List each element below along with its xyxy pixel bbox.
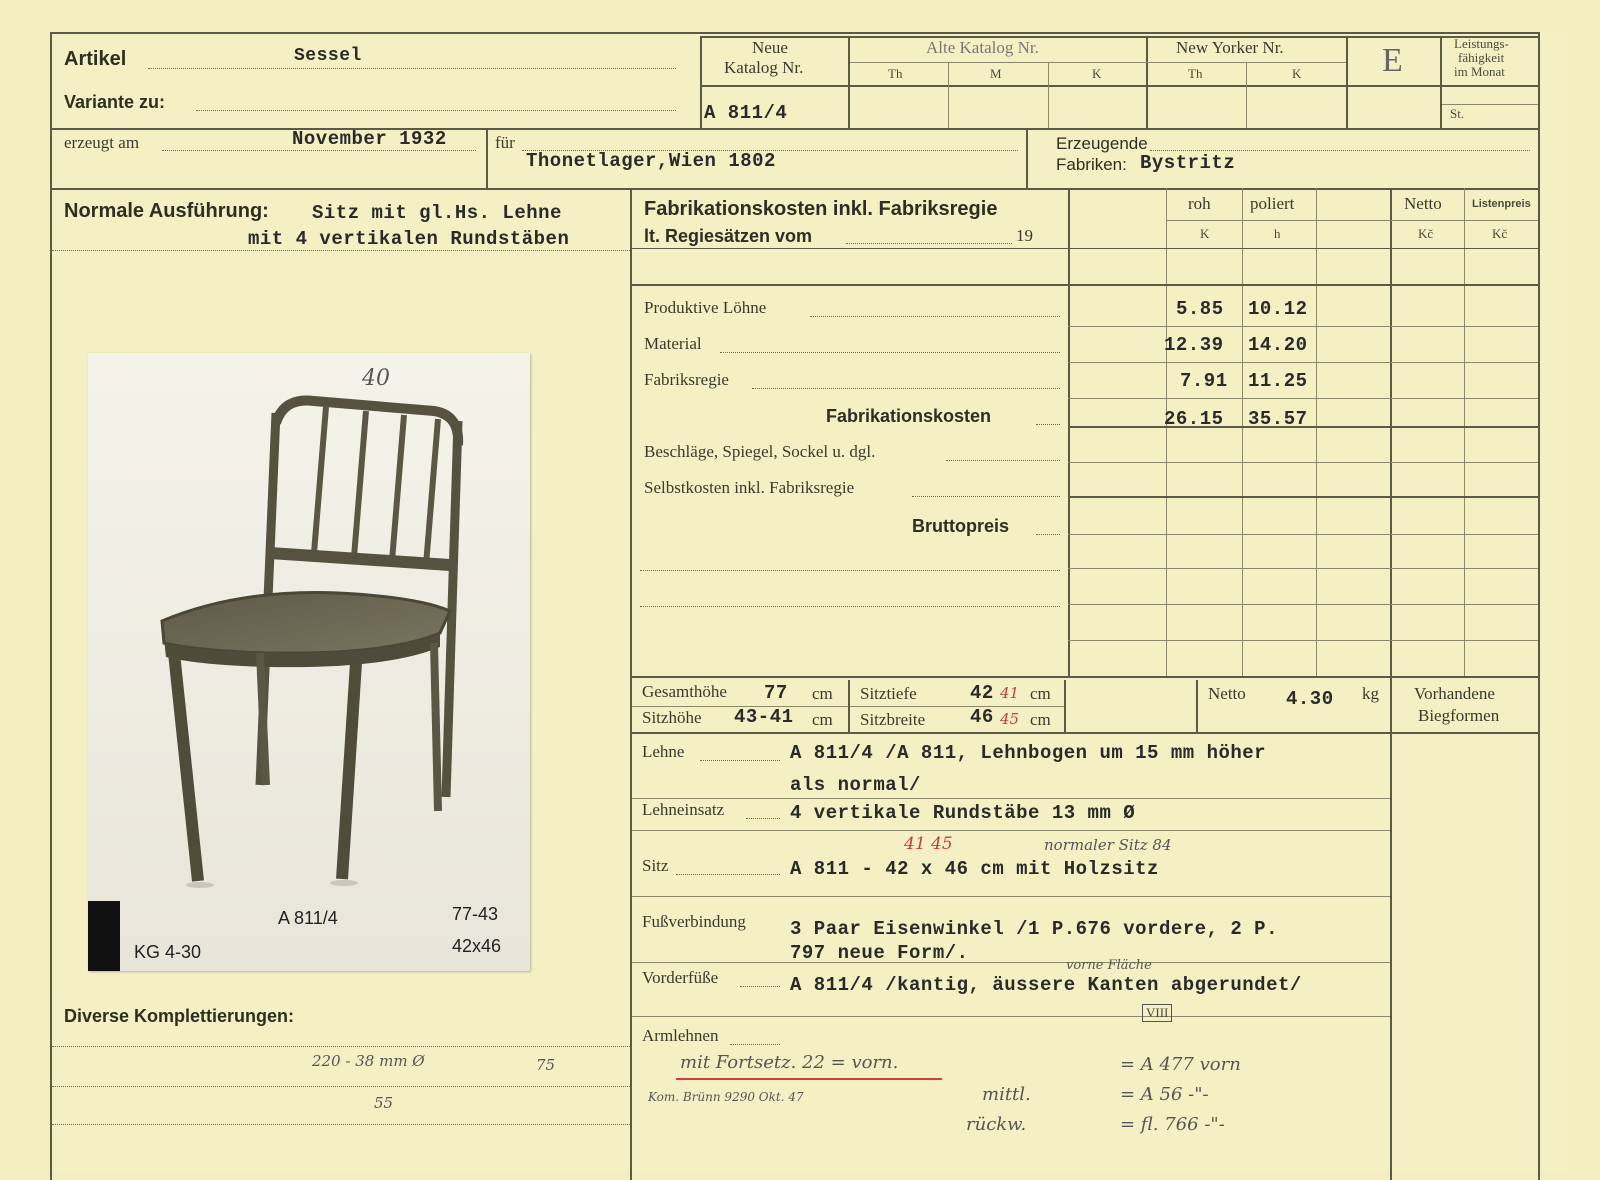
- cost-label-5: Selbstkosten inkl. Fabriksregie: [644, 478, 855, 497]
- gesamthoehe-label: Gesamthöhe: [642, 682, 727, 701]
- cost-roh-3: 26.15: [1164, 408, 1224, 430]
- hdr-v3: [1146, 36, 1148, 128]
- masse-h-top: [632, 676, 1538, 678]
- hdr-sub-h: [850, 62, 1346, 63]
- sitzhoehe-cm: cm: [812, 710, 833, 729]
- ausfuehrung-dots: [52, 250, 630, 251]
- photo-dim-1: 77-43: [452, 904, 499, 924]
- hdr-sub-v3: [1246, 62, 1247, 128]
- kosten-title: Fabrikationskosten inkl. Fabriksregie: [644, 198, 998, 220]
- cost-label-0: Produktive Löhne: [644, 298, 767, 317]
- ausfuehrung-line-1: Sitz mit gl.Hs. Lehne: [312, 202, 562, 224]
- biegformen-1: Vorhandene: [1414, 684, 1495, 703]
- left-col-divider: [630, 188, 632, 1180]
- arm-hand-3a: rückw.: [966, 1114, 1027, 1135]
- sitztiefe-value: 42: [970, 682, 994, 704]
- ausfuehrung-label: Normale Ausführung:: [64, 200, 269, 222]
- hdr-h1: [700, 36, 1540, 38]
- leistung-1: Leistungs-: [1454, 36, 1509, 51]
- col-roh: roh: [1188, 194, 1211, 213]
- cost-dots-8: [640, 606, 1060, 607]
- leistung-3: im Monat: [1454, 64, 1505, 79]
- unit-k: K: [1200, 226, 1210, 241]
- alte-sub-m: M: [990, 66, 1002, 81]
- sitzbreite-alt: 45: [1000, 710, 1020, 728]
- arm-hand-2c: = A 56 -"-: [1120, 1084, 1209, 1105]
- lehne-label: Lehne: [642, 742, 685, 761]
- vorderfuesse-hand: vorne Fläche: [1066, 958, 1152, 973]
- row-divider-1: [50, 128, 1540, 130]
- frame-left: [50, 32, 52, 1180]
- fuer-label: für: [495, 133, 515, 152]
- erzeugt-dots: [162, 150, 476, 151]
- cost-h-units: [1166, 220, 1538, 221]
- netto-label: Netto: [1208, 684, 1246, 703]
- photo-model: A 811/4: [278, 908, 338, 928]
- sitz-hand: normaler Sitz 84: [1044, 836, 1172, 854]
- col-netto: Netto: [1404, 194, 1442, 213]
- kosten-sub-label: lt. Regiesätzen vom: [644, 226, 813, 246]
- leistung-2: fähigkeit: [1458, 50, 1505, 65]
- e-letter: E: [1382, 42, 1403, 79]
- arm-hand-2b: mittl.: [982, 1084, 1031, 1105]
- sitztiefe-cm: cm: [1030, 684, 1051, 703]
- ny-sub-th: Th: [1188, 66, 1203, 81]
- frame-right: [1538, 32, 1540, 1180]
- erzeugende-dots: [1150, 150, 1530, 151]
- masse-v-1: [848, 680, 850, 732]
- cost-label-1: Material: [644, 334, 702, 353]
- cost-roh-2: 7.91: [1180, 370, 1228, 392]
- cost-v-listen: [1464, 188, 1465, 676]
- fuer-value: Thonetlager,Wien 1802: [526, 150, 776, 172]
- detail-line-2: [632, 830, 1390, 831]
- fuer-divider: [486, 128, 488, 188]
- sitzhoehe-label: Sitzhöhe: [642, 708, 702, 727]
- erzeugt-label: erzeugt am: [64, 133, 140, 152]
- neue-katalog-value: A 811/4: [704, 102, 788, 124]
- cost-dots-3: [1036, 424, 1060, 425]
- hdr-v1: [700, 36, 702, 128]
- komplett-dots-3: [52, 1124, 630, 1125]
- komplett-dots: [52, 1046, 630, 1047]
- col-poliert: poliert: [1250, 194, 1295, 213]
- masse-h-bottom: [632, 732, 1538, 734]
- cost-pol-1: 14.20: [1248, 334, 1308, 356]
- hdr-st-h: [1442, 104, 1538, 105]
- erzeugt-value: November 1932: [292, 128, 447, 150]
- cost-dots-5: [912, 496, 1060, 497]
- hdr-sub-v2: [1048, 62, 1049, 128]
- cost-row-line-9: [1068, 604, 1538, 605]
- sitzhoehe-value: 43-41: [734, 706, 794, 728]
- cost-pol-2: 11.25: [1248, 370, 1308, 392]
- lehne-dots: [700, 760, 780, 761]
- hdr-v5: [1440, 36, 1442, 128]
- vorderfuesse-value: A 811/4 /kantig, äussere Kanten abgerundet/: [790, 974, 1302, 996]
- lehne-value-1: A 811/4 /A 811, Lehnbogen um 15 mm höher: [790, 742, 1267, 764]
- kosten-sub-year: 19: [1016, 226, 1033, 245]
- chair-photo: [88, 353, 530, 971]
- alte-katalog-label: Alte Katalog Nr.: [926, 38, 1039, 57]
- cost-row-line-6: [1068, 496, 1538, 498]
- cost-v-roh: [1166, 188, 1167, 676]
- cost-label-6: Bruttopreis: [912, 516, 1010, 536]
- erzeugende-label-2: Fabriken:: [1056, 155, 1127, 174]
- komplett-hand-1: 220 - 38 mm Ø: [312, 1052, 425, 1070]
- new-yorker-label: New Yorker Nr.: [1176, 38, 1284, 57]
- hdr-v4: [1346, 36, 1348, 128]
- sitzbreite-label: Sitzbreite: [860, 710, 926, 729]
- cost-dots-2: [752, 388, 1060, 389]
- cost-v-main: [1068, 188, 1070, 676]
- photo-code: KG 4-30: [134, 942, 202, 962]
- artikel-dots: [148, 68, 676, 69]
- cost-roh-0: 5.85: [1176, 298, 1224, 320]
- cost-row-line-5: [1068, 462, 1538, 463]
- gesamthoehe-cm: cm: [812, 684, 833, 703]
- frame-top: [50, 32, 1540, 34]
- erzeugende-label-1: Erzeugende: [1056, 134, 1148, 153]
- sitz-value: A 811 - 42 x 46 cm mit Holzsitz: [790, 858, 1159, 880]
- ausfuehrung-line-2: mit 4 vertikalen Rundstäben: [248, 228, 570, 250]
- komplett-label: Diverse Komplettierungen:: [64, 1006, 295, 1026]
- unit-kc-2: Kč: [1492, 226, 1508, 241]
- cost-dots-6: [1036, 534, 1060, 535]
- vorderfuesse-label: Vorderfüße: [642, 968, 719, 987]
- cost-row-line-10: [1068, 640, 1538, 641]
- arm-hand-1a: mit Fortsetz. 22 = vorn.: [680, 1052, 899, 1073]
- cost-row-line-7: [1068, 534, 1538, 535]
- cost-roh-1: 12.39: [1164, 334, 1224, 356]
- detail-line-1: [632, 798, 1390, 799]
- vorderfuesse-dots: [740, 986, 780, 987]
- cost-v-netto: [1390, 188, 1392, 676]
- cost-row-line-1: [1068, 326, 1538, 327]
- alte-sub-k: K: [1092, 66, 1102, 81]
- cost-dots-4: [946, 460, 1060, 461]
- hdr-sub-v1: [948, 62, 949, 128]
- sitz-label: Sitz: [642, 856, 669, 875]
- sitz-dots: [676, 874, 780, 875]
- detail-line-3: [632, 896, 1390, 897]
- masse-v-2: [1064, 680, 1066, 732]
- cost-pol-3: 35.57: [1248, 408, 1308, 430]
- cost-label-2: Fabriksregie: [644, 370, 729, 389]
- lehne-value-2: als normal/: [790, 774, 921, 796]
- vorderfuesse-mark: VIII: [1142, 1004, 1172, 1022]
- arm-hand-2a: Kom. Brünn 9290 Okt. 47: [648, 1090, 804, 1104]
- fuss-value-2: 797 neue Form/.: [790, 942, 969, 964]
- unit-h: h: [1274, 226, 1281, 241]
- komplett-hand-3: 55: [374, 1094, 394, 1112]
- cost-label-4: Beschläge, Spiegel, Sockel u. dgl.: [644, 442, 876, 461]
- cost-dots-7: [640, 570, 1060, 571]
- cost-h-top: [632, 284, 1538, 286]
- sitzbreite-value: 46: [970, 706, 994, 728]
- col-listen: Listenpreis: [1472, 198, 1531, 210]
- netto-value: 4.30: [1286, 688, 1334, 710]
- cost-row-line-2: [1068, 362, 1538, 363]
- cost-pol-0: 10.12: [1248, 298, 1308, 320]
- lehneinsatz-label: Lehneinsatz: [642, 800, 725, 819]
- armlehnen-label: Armlehnen: [642, 1026, 719, 1045]
- ny-sub-k: K: [1292, 66, 1302, 81]
- arm-underline-red: [676, 1078, 942, 1080]
- cost-dots-0: [810, 316, 1060, 317]
- erzeugende-value: Bystritz: [1140, 152, 1236, 174]
- fuss-value-1: 3 Paar Eisenwinkel /1 P.676 vordere, 2 P.: [790, 918, 1278, 940]
- lehneinsatz-dots: [746, 818, 780, 819]
- cost-h-head: [632, 248, 1538, 249]
- neue-katalog-1: Neue: [752, 38, 788, 57]
- artikel-value: Sessel: [294, 46, 362, 66]
- sitzbreite-cm: cm: [1030, 710, 1051, 729]
- erzeugende-divider: [1026, 128, 1028, 188]
- cost-row-line-3: [1068, 398, 1538, 399]
- komplett-dots-2: [52, 1086, 630, 1087]
- masse-v-4: [1390, 676, 1392, 1180]
- hdr-h2: [700, 85, 1540, 87]
- variante-dots: [196, 110, 676, 111]
- unit-kc-1: Kč: [1418, 226, 1434, 241]
- artikel-label: Artikel: [64, 48, 127, 70]
- photo-dim-2: 42x46: [452, 936, 502, 956]
- lehneinsatz-value: 4 vertikale Rundstäbe 13 mm Ø: [790, 802, 1136, 824]
- gesamthoehe-value: 77: [764, 682, 788, 704]
- neue-katalog-2: Katalog Nr.: [724, 58, 804, 77]
- detail-line-5: [632, 1016, 1390, 1017]
- st-label: St.: [1450, 106, 1465, 121]
- komplett-hand-2: 75: [536, 1056, 556, 1074]
- armlehnen-dots: [730, 1044, 780, 1045]
- alte-sub-th: Th: [888, 66, 903, 81]
- sitz-hand-red: 41 45: [904, 834, 953, 854]
- cost-v-pol: [1242, 188, 1243, 676]
- sitztiefe-label: Sitztiefe: [860, 684, 917, 703]
- cost-dots-1: [720, 352, 1060, 353]
- photo-note: 40: [362, 366, 390, 391]
- cost-row-line-8: [1068, 568, 1538, 569]
- detail-line-4: [632, 962, 1390, 963]
- cost-label-3: Fabrikationskosten: [826, 406, 992, 426]
- kosten-sub-dots: [846, 243, 1012, 244]
- biegformen-2: Biegformen: [1418, 706, 1500, 725]
- cost-v-pol2: [1316, 188, 1317, 676]
- variante-label: Variante zu:: [64, 92, 166, 112]
- netto-kg: kg: [1362, 684, 1379, 703]
- masse-v-3: [1196, 680, 1198, 732]
- sitztiefe-alt: 41: [1000, 684, 1020, 702]
- chair-illustration-icon: [88, 353, 530, 971]
- arm-hand-3b: = fl. 766 -"-: [1120, 1114, 1225, 1135]
- arm-hand-1b: = A 477 vorn: [1120, 1054, 1241, 1075]
- fuss-label: Fußverbindung: [642, 912, 746, 931]
- hdr-v2: [848, 36, 850, 128]
